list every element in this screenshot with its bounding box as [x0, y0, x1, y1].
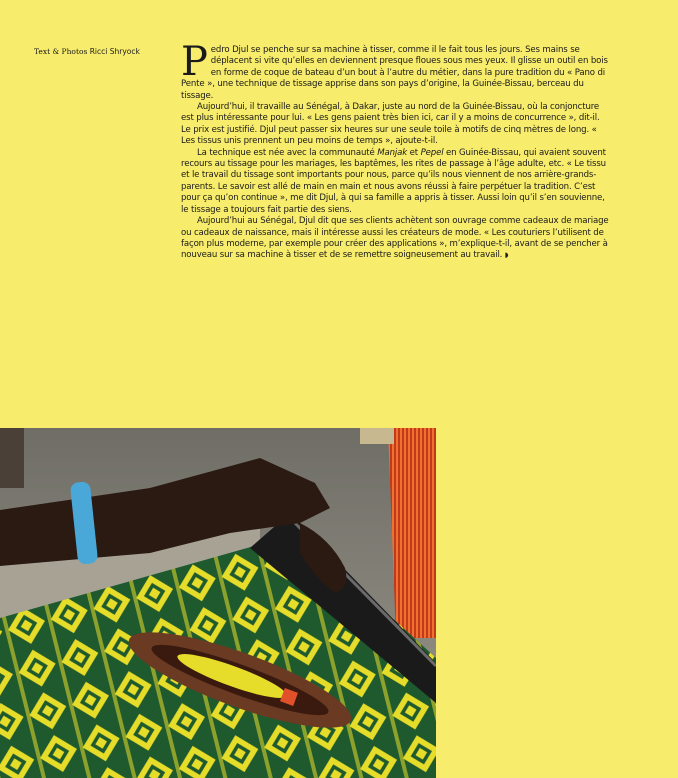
- loom-post: [360, 428, 394, 444]
- drop-cap: P: [181, 39, 208, 85]
- paragraph-3: [181, 148, 611, 216]
- end-mark-icon: ◗: [504, 251, 509, 260]
- weaving-illustration: [0, 428, 436, 778]
- paragraph-3-text-a: La technique est née avec la communauté: [197, 147, 378, 158]
- orange-threads: [388, 428, 436, 638]
- emphasis-pepel: Pepel: [420, 147, 444, 158]
- photo-credit: [34, 47, 140, 57]
- paragraph-1-text: edro Djul se penche sur sa machine à tisser, comme il le fait tous les jours. Ses mains se déplacent si vite qu’elles en deviennent presque floues sous mes yeux. Il glisse un outil en bois en forme de coque de bateau d’un bout à l’autre du métier, dans la pure tradition du « Pano di Pente », une technique de tissage apprise dans son pays d’origine, la Guinée-Bissau, berceau du tissage.: [181, 45, 608, 101]
- paragraph-3-text-c: en Guinée-Bissau, qui avaient souvent recours au tissage pour les mariages, les baptêmes, les rites de passage à l’âge adulte, etc. « Le tissu et le travail du tissage sont importants pour nous, parce qu’ils nous viennent de nos arrière-grands-parents. Le savoir est allé de main en main et nous avons réussi à faire perpétuer la tradition. C’est pour ça qu’on continue », me dit Djul, à qui sa famille a appris à tisser. Aussi loin qu’il s’en souvienne, le tissage a toujours fait partie des siens.: [181, 147, 606, 215]
- paragraph-4-text: Aujourd’hui au Sénégal, Djul dit que ses clients achètent son ouvrage comme cadeaux de mariage ou cadeaux de naissance, mais il intéresse aussi les créateurs de mode. « Les couturiers l’utilisent de façon plus moderne, par exemple pour créer des applications », m’explique-t-il, avant de se pencher à nouveau sur sa machine à tisser et de se remettre soigneusement au travail.: [181, 216, 609, 261]
- paragraph-4: [181, 216, 611, 262]
- paragraph-1: [181, 39, 611, 102]
- wooden-frame: [0, 428, 24, 488]
- article-body: [181, 39, 611, 262]
- emphasis-manjak: Manjak: [377, 147, 408, 158]
- paragraph-3-text-b: et: [407, 147, 421, 158]
- weaving-photo: [0, 428, 436, 778]
- paragraph-2: Aujourd’hui, il travaille au Sénégal, à Dakar, juste au nord de la Guinée-Bissau, où la conjoncture est plus intéressante pour lui. « Les gens paient très bien ici, car il y a moins de concurrence », dit-il. Le prix est justifié. Djul peut passer six heures sur une seule toile à motifs de cinq mètres de long. « Les tissus unis prennent un peu moins de temps », ajoute-t-il.: [181, 102, 600, 147]
- credit-author: Ricci Shryock: [89, 47, 140, 56]
- credit-label: Text & Photos: [34, 47, 88, 56]
